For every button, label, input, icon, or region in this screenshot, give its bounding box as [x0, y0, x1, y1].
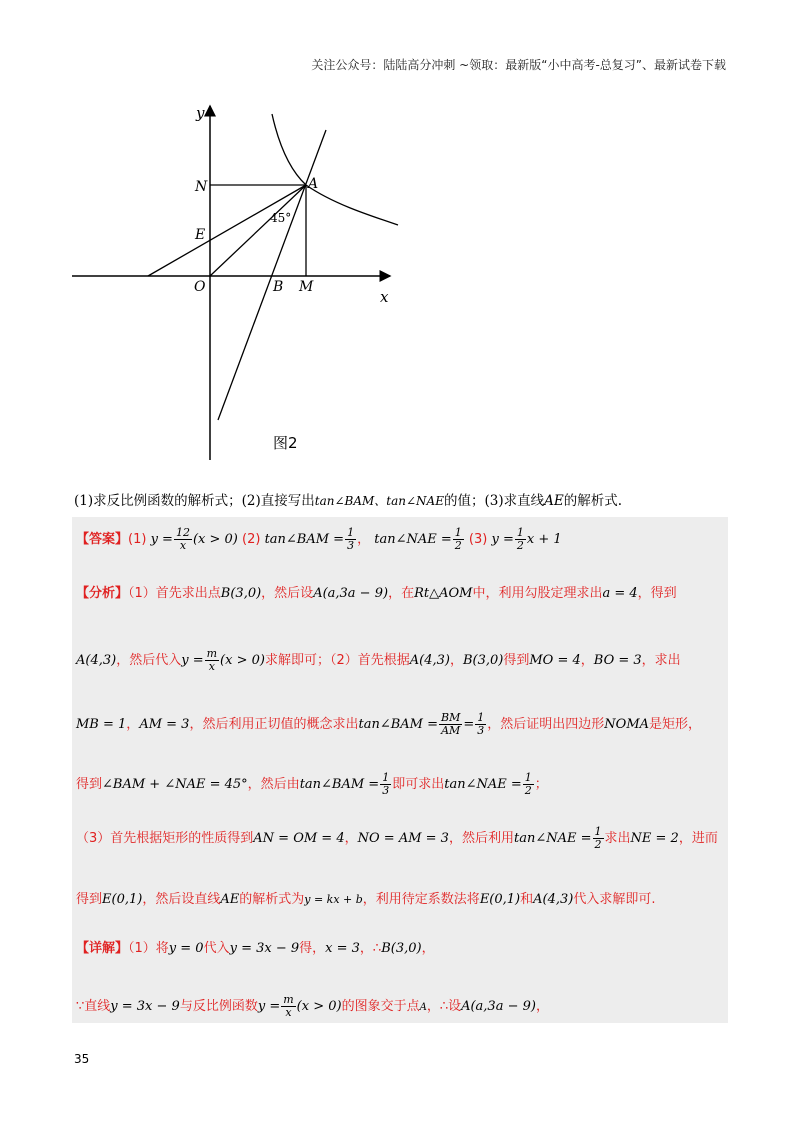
- label-y: y: [196, 104, 205, 122]
- page-header: 关注公众号：陆陆高分冲刺 ~领取：最新版“小中高考-总复习”、最新试卷下载: [311, 58, 726, 72]
- analysis-line-3: MB = 1，AM = 3，然后利用正切值的概念求出tan∠BAM = $\frac{BM}{AM}$ = $\frac{1}{3}$ ，然后证明出四边形NOMA是矩形，: [76, 711, 702, 737]
- detail-line-2: ∵直线y = 3x − 9与反比例函数y = $\frac{m}{x}$ (x > 0)的图象交于点A，∴设A(a,3a − 9)，: [76, 993, 549, 1019]
- figure-caption: 图2: [273, 434, 298, 452]
- line-ae: [148, 185, 306, 276]
- analysis-line-6: 得到E(0,1)，然后设直线AE的解析式为y = kx + b，利用待定系数法将E(0,1)和A(4,3)代入求解即可.: [76, 892, 656, 907]
- analysis-line-5: （3）首先根据矩形的性质得到AN = OM = 4，NO = AM = 3，然后利用tan∠NAE = $\frac{1}{2}$ 求出NE = 2，进而: [76, 825, 718, 851]
- hyperbola-curve: [272, 114, 398, 225]
- analysis-line-1: 【分析】（1）首先求出点B(3,0)，然后设A(a,3a − 9)，在Rt△AOM中，利用勾股定理求出a = 4，得到: [76, 586, 677, 601]
- label-angle: 45°: [270, 211, 292, 225]
- answer-line: 【答案】(1) y = $\frac{12}{x}$ (x > 0) (2) tan∠BAM = $\frac{1}{3}$ ， tan∠NAE = $\frac{1}{2}$ (3) y = $\frac{1}{2}$ x + 1: [76, 526, 562, 552]
- label-m: M: [299, 279, 314, 295]
- label-n: N: [195, 179, 208, 195]
- analysis-line-4: 得到∠BAM + ∠NAE = 45°，然后由tan∠BAM = $\frac{1}{3}$ 即可求出tan∠NAE = $\frac{1}{2}$ ；: [76, 771, 548, 797]
- label-o: O: [194, 279, 206, 295]
- label-e: E: [195, 227, 206, 243]
- question-text: (1)求反比例函数的解析式；(2)直接写出tan∠BAM、tan∠NAE的值；(3)求直线AE的解析式.: [74, 493, 622, 509]
- geometry-figure: [70, 100, 410, 470]
- segment-oa: [210, 185, 306, 276]
- label-a: A: [308, 176, 319, 192]
- analysis-line-2: A(4,3)，然后代入y = $\frac{m}{x}$ (x > 0)求解即可；（2）首先根据A(4,3)，B(3,0)得到MO = 4，BO = 3，求出: [76, 647, 681, 673]
- detail-line-1: 【详解】（1）将y = 0代入y = 3x − 9得，x = 3，∴B(3,0)，: [76, 941, 435, 956]
- label-b: B: [273, 279, 284, 295]
- label-x: x: [380, 288, 389, 306]
- page-number: 35: [74, 1052, 90, 1066]
- line-through-b: [218, 130, 326, 420]
